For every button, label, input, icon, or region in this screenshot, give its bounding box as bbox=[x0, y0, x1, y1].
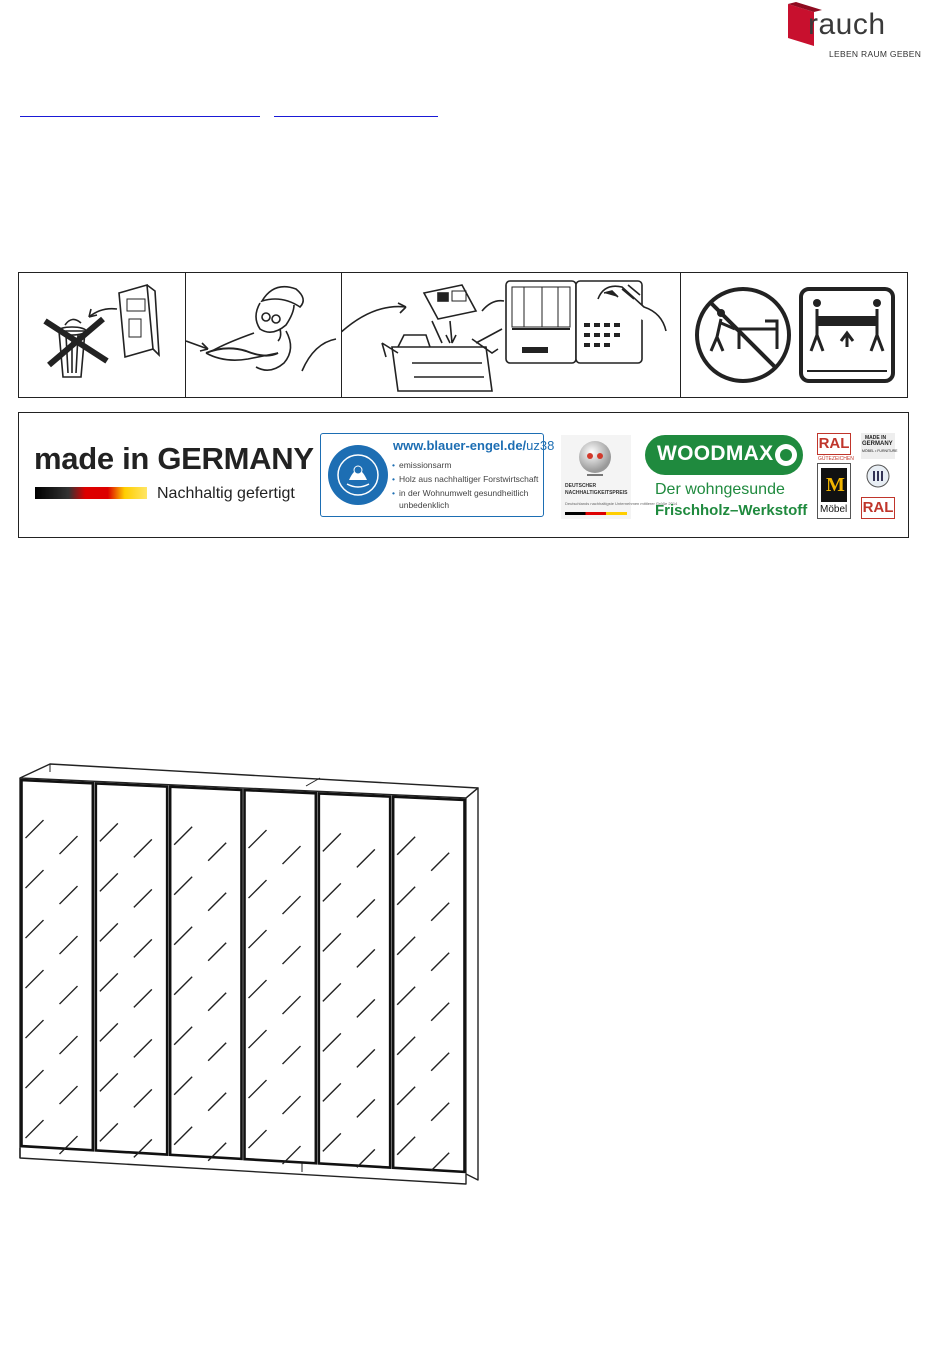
keep-instructions-with-parts-icon bbox=[342, 273, 681, 397]
mirror-hatch bbox=[26, 920, 44, 938]
wardrobe-door bbox=[96, 783, 167, 1154]
mig-seal-line-2: GERMANY bbox=[862, 441, 893, 447]
blauer-engel-item-4: unbedenklich bbox=[399, 500, 450, 510]
mirror-hatch bbox=[249, 930, 267, 948]
mirror-hatch bbox=[323, 1133, 341, 1151]
mirror-hatch bbox=[249, 830, 267, 848]
nachhaltigkeitspreis-trophy-icon bbox=[575, 439, 615, 479]
mirror-hatch bbox=[431, 1053, 449, 1071]
mig-seal-line-1: MADE IN bbox=[865, 435, 887, 441]
woodmax-line-1: Der wohngesunde bbox=[655, 481, 785, 498]
made-in-germany-title: made in GERMANY bbox=[34, 441, 314, 476]
mig-seal-line-3: MÖBEL • FURNITURE bbox=[862, 449, 898, 453]
mirror-hatch bbox=[26, 1020, 44, 1038]
mirror-hatch bbox=[26, 870, 44, 888]
mirror-hatch bbox=[397, 837, 415, 855]
instruction-strip bbox=[18, 272, 908, 398]
mirror-hatch bbox=[60, 1036, 78, 1054]
ral-guetezeichen-label: GÜTEZEICHEN bbox=[818, 456, 854, 462]
mirror-hatch bbox=[357, 899, 375, 917]
read-instructions-icon bbox=[186, 273, 342, 397]
lift-furniture-two-people-icon bbox=[801, 289, 893, 381]
mirror-hatch bbox=[397, 1037, 415, 1055]
mirror-hatch bbox=[323, 1083, 341, 1101]
logo-tagline: LEBEN RAUM GEBEN bbox=[829, 49, 922, 59]
mirror-hatch bbox=[134, 889, 152, 907]
mirror-hatch bbox=[134, 1039, 152, 1057]
mirror-hatch bbox=[249, 1130, 267, 1148]
mirror-hatch bbox=[100, 873, 118, 891]
nachhaltigkeitspreis-line-2: NACHHALTIGKEITSPREIS bbox=[565, 490, 628, 496]
mirror-hatch bbox=[397, 937, 415, 955]
wardrobe-door bbox=[393, 797, 464, 1172]
wardrobe-illustration bbox=[16, 762, 482, 1186]
mirror-hatch bbox=[357, 1099, 375, 1117]
nachhaltigkeitspreis-badge bbox=[561, 435, 678, 519]
nachhaltigkeitspreis-line-3: Deutschlands nachhaltigste Unternehmen mittlerer Größe 2014 bbox=[565, 501, 678, 506]
mirror-hatch bbox=[431, 1003, 449, 1021]
instruction-panel-2 bbox=[186, 273, 342, 397]
mirror-hatch bbox=[397, 1087, 415, 1105]
woodmax-line-2: Frischholz–Werkstoff bbox=[655, 502, 808, 519]
mirror-hatch bbox=[357, 999, 375, 1017]
mirror-hatch bbox=[26, 1120, 44, 1138]
mirror-hatch bbox=[397, 887, 415, 905]
mirror-hatch bbox=[357, 849, 375, 867]
mirror-hatch bbox=[100, 973, 118, 991]
ral-badge-2: RAL bbox=[861, 497, 895, 519]
mirror-hatch bbox=[208, 943, 226, 961]
do-not-push-furniture-icon bbox=[697, 289, 789, 381]
mirror-hatch bbox=[100, 923, 118, 941]
mirror-hatch bbox=[323, 1033, 341, 1051]
woodmax-name: WOODMAX bbox=[657, 442, 774, 465]
mig-seal-emblem-icon bbox=[865, 463, 891, 489]
mirror-hatch bbox=[26, 820, 44, 838]
blauer-engel-item-1: • emissionsarm bbox=[392, 460, 452, 470]
wardrobe-door bbox=[170, 787, 241, 1159]
blauer-engel-item-3: • in der Wohnumwelt gesundheitlich bbox=[392, 488, 529, 498]
woodmax-dot-icon bbox=[775, 444, 797, 466]
mirror-hatch bbox=[60, 936, 78, 954]
mirror-hatch bbox=[100, 1023, 118, 1041]
wardrobe-door bbox=[22, 780, 93, 1150]
mirror-hatch bbox=[283, 996, 301, 1014]
mirror-hatch bbox=[283, 896, 301, 914]
mirror-hatch bbox=[283, 846, 301, 864]
mirror-hatch bbox=[357, 1049, 375, 1067]
wardrobe-door bbox=[319, 793, 390, 1167]
mirror-hatch bbox=[60, 836, 78, 854]
german-flag-gradient-bar bbox=[35, 487, 147, 499]
mirror-hatch bbox=[431, 853, 449, 871]
mirror-hatch bbox=[100, 823, 118, 841]
mirror-hatch bbox=[323, 833, 341, 851]
mirror-hatch bbox=[134, 939, 152, 957]
nachhaltigkeitspreis-flag-bar bbox=[565, 512, 627, 515]
mirror-hatch bbox=[283, 946, 301, 964]
mirror-hatch bbox=[174, 877, 192, 895]
ral-badge-1: RAL bbox=[817, 433, 851, 455]
instruction-panel-4 bbox=[681, 273, 907, 397]
mirror-hatch bbox=[323, 933, 341, 951]
mirror-hatch bbox=[249, 1030, 267, 1048]
blauer-engel-seal-icon bbox=[327, 444, 389, 506]
mirror-hatch bbox=[174, 1077, 192, 1095]
mirror-hatch bbox=[431, 1103, 449, 1121]
mirror-hatch bbox=[26, 970, 44, 988]
blauer-engel-url: www.blauer-engel.de/uz38 bbox=[393, 438, 555, 453]
mirror-hatch bbox=[174, 1027, 192, 1045]
made-in-germany-subtitle: Nachhaltig gefertigt bbox=[157, 485, 295, 502]
wardrobe-door bbox=[245, 790, 316, 1163]
mirror-hatch bbox=[60, 1136, 78, 1154]
nachhaltigkeitspreis-line-1: DEUTSCHER bbox=[565, 483, 597, 489]
mirror-hatch bbox=[60, 986, 78, 1004]
ral-moebel-seal bbox=[817, 463, 851, 519]
ral-moebel-label: Möbel bbox=[820, 504, 848, 515]
mirror-hatch bbox=[357, 949, 375, 967]
mirror-hatch bbox=[26, 1070, 44, 1088]
link-2[interactable] bbox=[274, 103, 438, 117]
mirror-hatch bbox=[134, 1089, 152, 1107]
mirror-hatch bbox=[134, 989, 152, 1007]
mirror-hatch bbox=[60, 1086, 78, 1104]
mirror-hatch bbox=[174, 1127, 192, 1145]
certification-strip bbox=[18, 412, 909, 538]
mirror-hatch bbox=[60, 886, 78, 904]
mirror-hatch bbox=[100, 1073, 118, 1091]
do-not-discard-instructions-icon bbox=[19, 273, 186, 397]
mirror-hatch bbox=[397, 987, 415, 1005]
mirror-hatch bbox=[174, 827, 192, 845]
woodmax-logo bbox=[645, 435, 803, 475]
mirror-hatch bbox=[249, 980, 267, 998]
mirror-hatch bbox=[431, 903, 449, 921]
blauer-engel-badge bbox=[320, 433, 555, 517]
wardrobe-doors bbox=[22, 780, 465, 1172]
mirror-hatch bbox=[283, 1046, 301, 1064]
mirror-hatch bbox=[208, 993, 226, 1011]
furniture-handling-pictograms bbox=[681, 273, 907, 397]
mirror-hatch bbox=[323, 883, 341, 901]
instruction-panel-3 bbox=[342, 273, 681, 397]
mirror-hatch bbox=[283, 1096, 301, 1114]
blauer-engel-item-2: • Holz aus nachhaltiger Forstwirtschaft bbox=[392, 474, 539, 484]
brand-logo bbox=[786, 2, 922, 60]
mirror-hatch bbox=[174, 927, 192, 945]
mirror-hatch bbox=[174, 977, 192, 995]
mirror-hatch bbox=[357, 1149, 375, 1167]
mirror-hatch bbox=[397, 1137, 415, 1155]
mirror-hatch bbox=[100, 1123, 118, 1141]
mirror-hatch bbox=[249, 1080, 267, 1098]
link-1[interactable] bbox=[20, 103, 260, 117]
mirror-hatch bbox=[208, 893, 226, 911]
mirror-hatch bbox=[431, 953, 449, 971]
mirror-hatch bbox=[323, 983, 341, 1001]
logo-word: rauch bbox=[808, 8, 886, 41]
mirror-hatch bbox=[208, 843, 226, 861]
mirror-hatch bbox=[134, 839, 152, 857]
mirror-hatch bbox=[249, 880, 267, 898]
instruction-panel-1 bbox=[19, 273, 186, 397]
mirror-hatch bbox=[208, 1043, 226, 1061]
ral-moebel-m-mark-icon: M bbox=[821, 468, 847, 502]
mirror-hatch bbox=[208, 1093, 226, 1111]
mirror-hatch bbox=[431, 1153, 449, 1171]
made-in-germany-furniture-seal bbox=[861, 433, 898, 459]
